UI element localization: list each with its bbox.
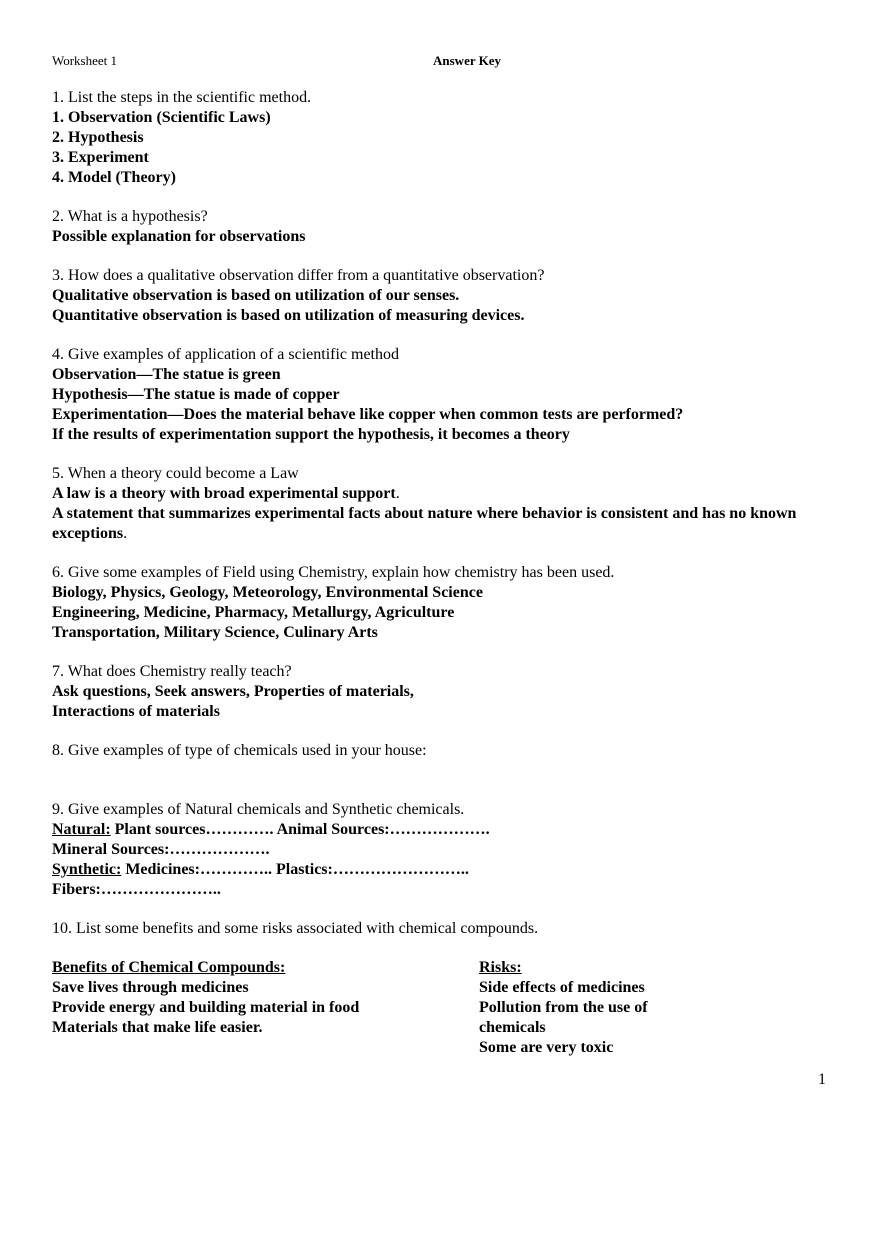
answer-1-step-1: 1. Observation (Scientific Laws) [52, 109, 271, 126]
benefit-item: Provide energy and building material in food [52, 999, 360, 1016]
answer-4-line-1: Observation—The statue is green [52, 366, 281, 383]
natural-label: Natural: [52, 821, 111, 838]
answer-6-line-3: Transportation, Military Science, Culinary Arts [52, 624, 378, 641]
answer-4-line-3: Experimentation—Does the material behave like copper when common tests are performed? [52, 406, 684, 423]
benefits-heading: Benefits of Chemical Compounds: [52, 959, 286, 976]
synthetic-sources-text: Medicines:………….. Plastics:…………………….. [121, 861, 469, 878]
risk-item: Some are very toxic [479, 1039, 614, 1056]
natural-sources-text: Plant sources…………. Animal Sources:………………. [110, 821, 490, 838]
page-number: 1 [818, 1071, 826, 1088]
answer-3-line-1: Qualitative observation is based on utilization of our senses. [52, 287, 460, 304]
question-3: 3. How does a qualitative observation differ from a quantitative observation? [52, 267, 545, 284]
answer-9-synthetic-line [52, 860, 832, 880]
answer-5-statement: A statement that summarizes experimental facts about nature where behavior is consistent and has no known exceptions [52, 505, 797, 542]
answer-4-line-2: Hypothesis—The statue is made of copper [52, 386, 340, 403]
header-answer-key: Answer Key [433, 53, 502, 68]
question-7: 7. What does Chemistry really teach? [52, 663, 292, 680]
answer-3-line-2: Quantitative observation is based on utilization of measuring devices. [52, 307, 525, 324]
answer-5-period-1: . [395, 485, 400, 502]
answer-4-line-4: If the results of experimentation support the hypothesis, it becomes a theory [52, 426, 570, 443]
question-9: 9. Give examples of Natural chemicals and Synthetic chemicals. [52, 801, 465, 818]
answer-6-line-1: Biology, Physics, Geology, Meteorology, Environmental Science [52, 584, 483, 601]
risk-item: Side effects of medicines [479, 979, 645, 996]
risk-item: Pollution from the use of chemicals [479, 999, 648, 1036]
question-5: 5. When a theory could become a Law [52, 465, 299, 482]
question-2: 2. What is a hypothesis? [52, 208, 208, 225]
benefits-risks-columns [52, 958, 832, 1058]
risks-heading: Risks: [479, 959, 522, 976]
question-8: 8. Give examples of type of chemicals used in your house: [52, 742, 427, 759]
benefit-item: Materials that make life easier. [52, 1019, 263, 1036]
answer-1-step-2: 2. Hypothesis [52, 129, 144, 146]
question-1: 1. List the steps in the scientific method. [52, 89, 312, 106]
answer-9-natural-line [52, 820, 832, 840]
header-worksheet-title: Worksheet 1 [52, 53, 118, 68]
answer-5-line-2 [52, 504, 832, 544]
answer-5-law-definition: A law is a theory with broad experimental support [52, 485, 396, 502]
answer-2: Possible explanation for observations [52, 228, 306, 245]
benefits-column [52, 958, 472, 1038]
question-4: 4. Give examples of application of a scientific method [52, 346, 399, 363]
answer-5-line-1 [52, 484, 832, 504]
question-10: 10. List some benefits and some risks associated with chemical compounds. [52, 920, 539, 937]
worksheet-content [52, 88, 832, 1058]
answer-7-line-2: Interactions of materials [52, 703, 220, 720]
synthetic-label: Synthetic: [52, 861, 122, 878]
answer-1-step-4: 4. Model (Theory) [52, 169, 176, 186]
answer-7-line-1: Ask questions, Seek answers, Properties of materials, [52, 683, 414, 700]
question-6: 6. Give some examples of Field using Chemistry, explain how chemistry has been used. [52, 564, 615, 581]
answer-5-period-2: . [123, 525, 128, 542]
answer-1-step-3: 3. Experiment [52, 149, 149, 166]
risks-column [479, 958, 679, 1058]
answer-9-fibers-line: Fibers:………………….. [52, 881, 221, 898]
benefit-item: Save lives through medicines [52, 979, 249, 996]
answer-6-line-2: Engineering, Medicine, Pharmacy, Metallurgy, Agriculture [52, 604, 455, 621]
answer-9-mineral-line: Mineral Sources:………………. [52, 841, 270, 858]
